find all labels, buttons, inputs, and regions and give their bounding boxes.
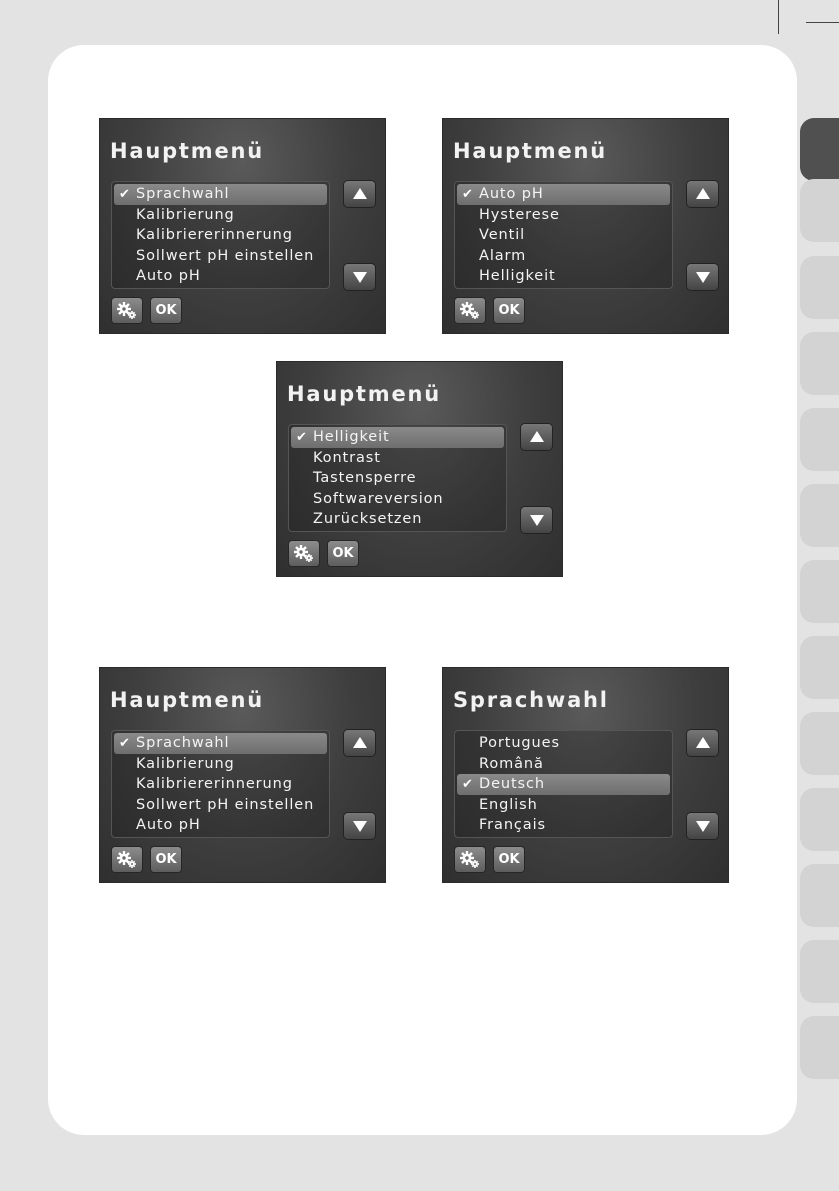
gear-icon (459, 301, 481, 324)
menu-item[interactable] (291, 489, 504, 510)
menu-item[interactable] (114, 205, 327, 226)
menu-item-label: Kalibriererinnerung (136, 227, 293, 244)
side-tab-5[interactable] (800, 408, 839, 471)
settings-button[interactable] (455, 298, 485, 323)
menu-item[interactable] (291, 448, 504, 469)
menu-item[interactable] (457, 225, 670, 246)
side-tab-10[interactable] (800, 788, 839, 851)
menu-item-label: Hysterese (479, 206, 560, 223)
scroll-up-button[interactable] (687, 730, 718, 756)
device-screen-4 (100, 668, 385, 882)
settings-button[interactable] (289, 541, 319, 566)
side-tab-3[interactable] (800, 256, 839, 319)
menu-list (454, 181, 673, 289)
scroll-up-button[interactable] (521, 424, 552, 450)
menu-item[interactable] (457, 205, 670, 226)
arrow-down-icon (530, 515, 544, 526)
menu-item[interactable] (114, 266, 327, 287)
menu-item[interactable] (291, 427, 504, 448)
menu-item-label: Auto pH (136, 268, 201, 285)
checkmark-icon: ✔ (462, 187, 474, 202)
menu-item-label: Français (479, 817, 546, 834)
scroll-down-button[interactable] (687, 264, 718, 290)
settings-button[interactable] (112, 847, 142, 872)
scroll-down-button[interactable] (344, 813, 375, 839)
gear-icon (116, 850, 138, 873)
menu-item[interactable] (291, 509, 504, 530)
settings-button[interactable] (112, 298, 142, 323)
menu-item-label: Sprachwahl (136, 186, 230, 202)
menu-item-label: Kontrast (313, 449, 381, 466)
device-screen-1 (100, 119, 385, 333)
menu-item[interactable] (114, 225, 327, 246)
menu-item[interactable] (114, 733, 327, 754)
menu-item-label: Softwareversion (313, 490, 444, 507)
screen-title: Hauptmenü (110, 688, 264, 712)
arrow-down-icon (353, 821, 367, 832)
checkmark-icon: ✔ (119, 187, 131, 202)
menu-item-label: Helligkeit (313, 429, 390, 445)
arrow-up-icon (530, 431, 544, 442)
ok-button[interactable]: OK (494, 298, 524, 323)
menu-item[interactable] (457, 184, 670, 205)
arrow-up-icon (696, 737, 710, 748)
menu-item-label: Alarm (479, 247, 527, 264)
scroll-up-button[interactable] (687, 181, 718, 207)
menu-item[interactable] (114, 795, 327, 816)
device-screen-2 (443, 119, 728, 333)
menu-list (454, 730, 673, 838)
device-screen-3 (277, 362, 562, 576)
menu-item-label: Kalibriererinnerung (136, 776, 293, 793)
checkmark-icon: ✔ (119, 736, 131, 751)
side-tab-7[interactable] (800, 560, 839, 623)
scroll-down-button[interactable] (521, 507, 552, 533)
menu-item[interactable] (291, 468, 504, 489)
menu-item[interactable] (457, 815, 670, 836)
crop-mark-horizontal (806, 22, 839, 23)
settings-button[interactable] (455, 847, 485, 872)
side-tab-4[interactable] (800, 332, 839, 395)
menu-item-label: Zurücksetzen (313, 511, 423, 528)
menu-item-label: Deutsch (479, 776, 545, 793)
menu-item-label: Tastensperre (313, 470, 417, 487)
menu-item-label: Sollwert pH einstellen (136, 796, 315, 813)
side-tab-12[interactable] (800, 940, 839, 1003)
arrow-down-icon (696, 272, 710, 283)
screen-title: Hauptmenü (110, 139, 264, 163)
menu-item-label: Auto pH (479, 186, 544, 202)
side-tab-1[interactable] (800, 118, 839, 181)
side-tab-8[interactable] (800, 636, 839, 699)
arrow-up-icon (353, 737, 367, 748)
menu-item-label: Auto pH (136, 817, 201, 834)
arrow-down-icon (696, 821, 710, 832)
menu-item[interactable] (457, 266, 670, 287)
screen-title: Hauptmenü (453, 139, 607, 163)
menu-item[interactable] (114, 815, 327, 836)
menu-item-label: Portugues (479, 735, 560, 751)
side-tab-11[interactable] (800, 864, 839, 927)
gear-icon (116, 301, 138, 324)
side-tab-6[interactable] (800, 484, 839, 547)
menu-item-label: Sollwert pH einstellen (136, 247, 315, 264)
menu-item[interactable] (457, 795, 670, 816)
side-tab-2[interactable] (800, 179, 839, 242)
menu-item-label: Ventil (479, 227, 526, 244)
menu-item[interactable] (457, 754, 670, 775)
menu-item[interactable] (457, 246, 670, 267)
scroll-down-button[interactable] (344, 264, 375, 290)
arrow-up-icon (696, 188, 710, 199)
scroll-up-button[interactable] (344, 181, 375, 207)
screen-title: Hauptmenü (287, 382, 441, 406)
screen-title: Sprachwahl (453, 688, 609, 712)
ok-button[interactable]: OK (151, 298, 181, 323)
menu-list (111, 181, 330, 289)
scroll-up-button[interactable] (344, 730, 375, 756)
menu-item[interactable] (114, 184, 327, 205)
device-screen-5 (443, 668, 728, 882)
checkmark-icon: ✔ (296, 430, 308, 445)
menu-item-label: English (479, 796, 538, 813)
ok-button[interactable]: OK (151, 847, 181, 872)
arrow-down-icon (353, 272, 367, 283)
menu-item[interactable] (457, 774, 670, 795)
gear-icon (293, 544, 315, 567)
menu-item-label: Kalibrierung (136, 755, 235, 772)
menu-item-label: Sprachwahl (136, 735, 230, 751)
ok-button[interactable]: OK (494, 847, 524, 872)
menu-item[interactable] (114, 774, 327, 795)
ok-button[interactable]: OK (328, 541, 358, 566)
menu-list (288, 424, 507, 532)
crop-mark-vertical (778, 0, 779, 34)
scroll-down-button[interactable] (687, 813, 718, 839)
menu-item[interactable] (114, 754, 327, 775)
side-tab-9[interactable] (800, 712, 839, 775)
menu-item[interactable] (457, 733, 670, 754)
menu-item-label: Kalibrierung (136, 206, 235, 223)
menu-item[interactable] (114, 246, 327, 267)
menu-list (111, 730, 330, 838)
checkmark-icon: ✔ (462, 777, 474, 793)
gear-icon (459, 850, 481, 873)
arrow-up-icon (353, 188, 367, 199)
menu-item-label: Helligkeit (479, 268, 556, 285)
side-tab-13[interactable] (800, 1016, 839, 1079)
menu-item-label: Română (479, 755, 544, 772)
